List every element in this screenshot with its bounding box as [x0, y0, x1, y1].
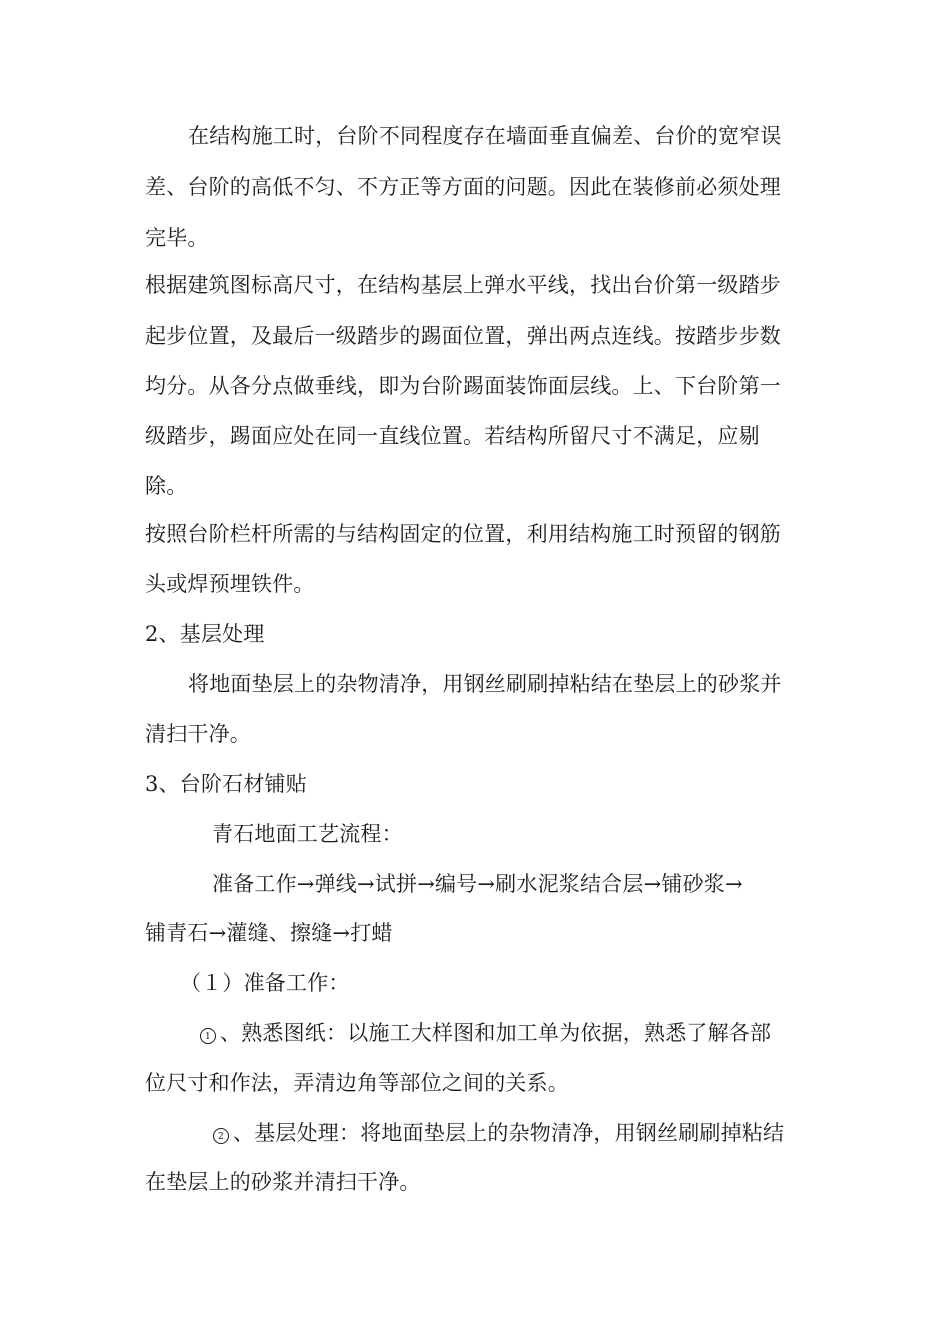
para2-line1: 根据建筑图标高尺寸，在结构基层上弹水平线，找出台价第一级踏步	[145, 273, 781, 297]
para2-line5: 除。	[145, 474, 188, 498]
para1-line3: 完毕。	[145, 226, 209, 250]
section-heading-3: 3、台阶石材铺贴	[145, 772, 307, 796]
para4-line2: 清扫干净。	[145, 722, 251, 746]
para2-line3: 均分。从各分点做垂线，即为台阶踢面装饰面层线。上、下台阶第一	[145, 374, 781, 398]
item1-text: 、熟悉图纸：以施工大样图和加工单为依据，熟悉了解各部	[220, 1021, 772, 1045]
para2-line4: 级踏步，踢面应处在同一直线位置。若结构所留尺寸不满足，应剔	[145, 424, 760, 448]
para3-line1: 按照台阶栏杆所需的与结构固定的位置，利用结构施工时预留的钢筋	[145, 522, 781, 546]
circled-number-1: 1	[200, 1028, 216, 1044]
item2-text: 、基层处理：将地面垫层上的杂物清净，用钢丝刷刷掉粘结	[233, 1121, 785, 1145]
item2-line2: 在垫层上的砂浆并清扫干净。	[145, 1170, 421, 1194]
circled-number-2: 2	[213, 1128, 229, 1144]
flow-line1: 准备工作→弹线→试拼→编号→刷水泥浆结合层→铺砂浆→	[212, 872, 743, 896]
para1-line1: 在结构施工时，台阶不同程度存在墙面垂直偏差、台价的宽窄误	[188, 124, 782, 148]
para1-line2: 差、台阶的高低不匀、不方正等方面的问题。因此在装修前必须处理	[145, 175, 781, 199]
item1-line2: 位尺寸和作法，弄清边角等部位之间的关系。	[145, 1071, 569, 1095]
item2-line1	[213, 1121, 883, 1145]
para3-line2: 头或焊预埋铁件。	[145, 572, 315, 596]
flow-title: 青石地面工艺流程：	[212, 822, 403, 846]
para2-line2: 起步位置，及最后一级踏步的踢面位置，弹出两点连线。按踏步步数	[145, 324, 781, 348]
section-heading-2: 2、基层处理	[145, 622, 265, 646]
item1-line1	[200, 1021, 870, 1045]
sub-heading-1: （１）准备工作：	[180, 971, 350, 995]
para4-line1: 将地面垫层上的杂物清净，用钢丝刷刷掉粘结在垫层上的砂浆并	[188, 672, 782, 696]
flow-line2: 铺青石→灌缝、擦缝→打蜡	[145, 921, 393, 945]
